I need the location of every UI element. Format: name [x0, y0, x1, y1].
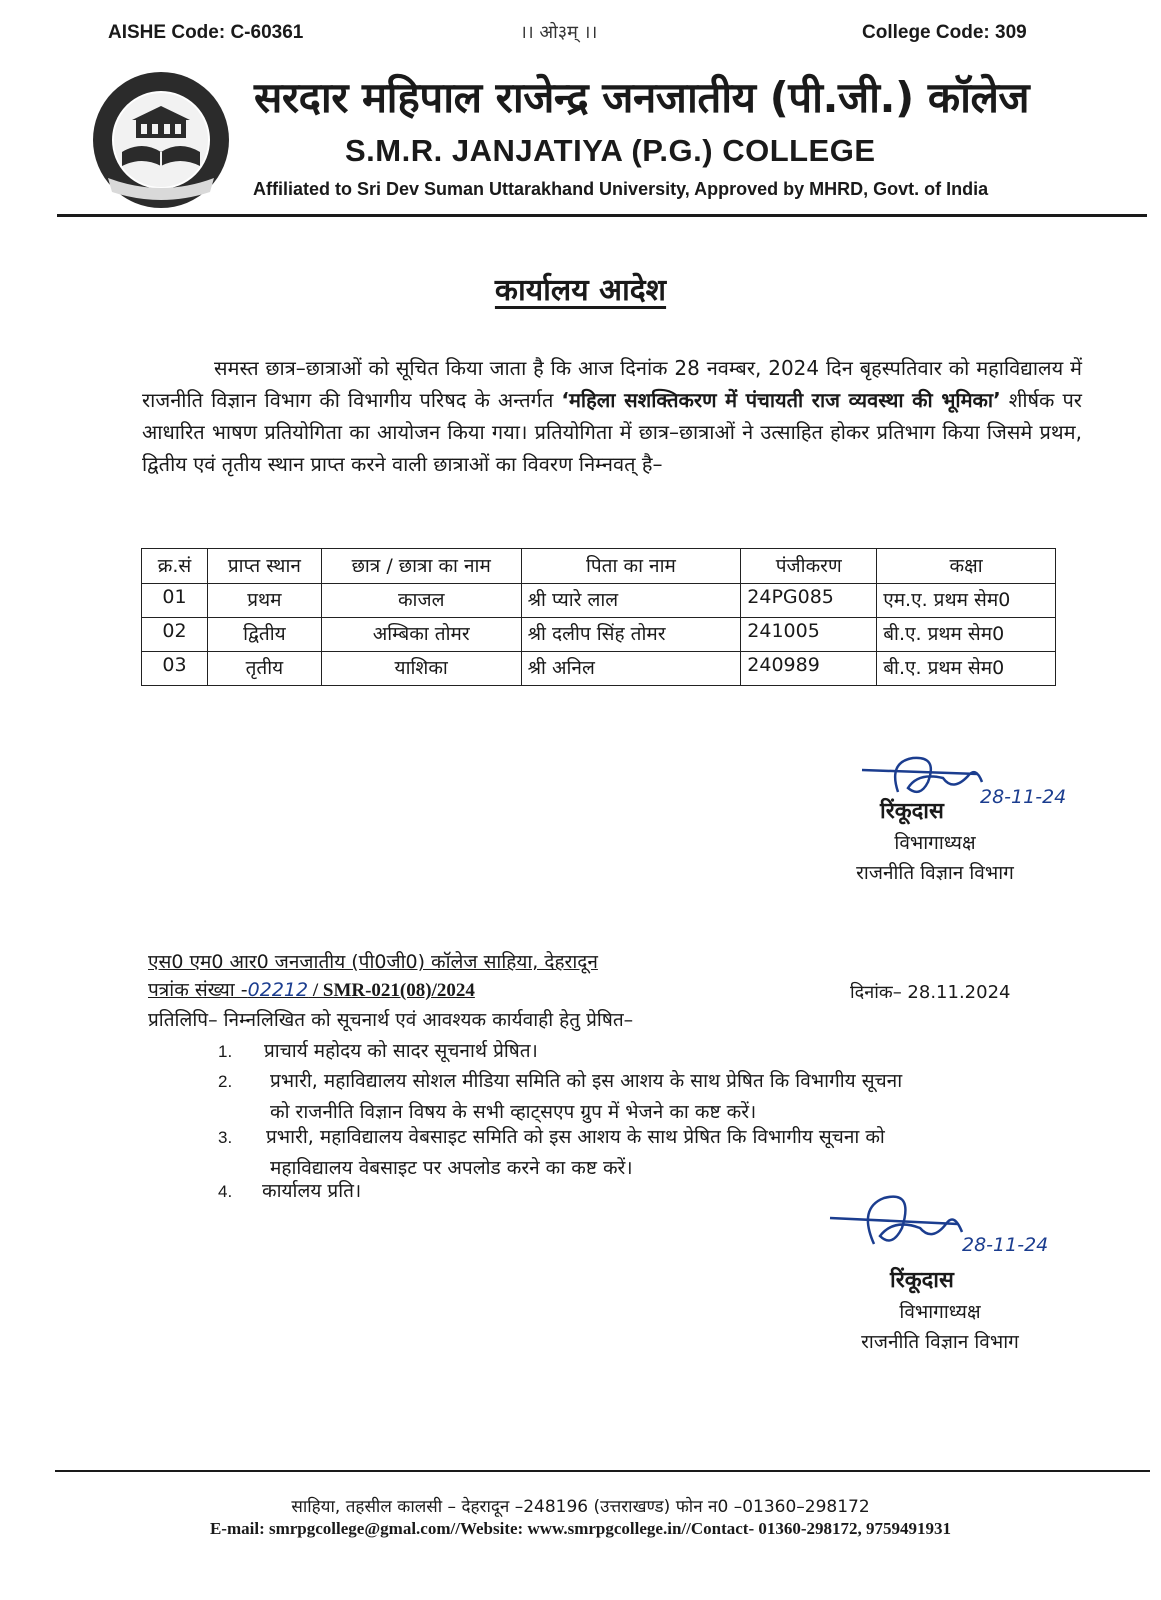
om-invocation: ।। ओ३म् ।।: [520, 22, 598, 43]
list-item-text: प्राचार्य महोदय को सादर सूचनार्थ प्रेषित।: [264, 1040, 538, 1062]
results-table: [141, 548, 1056, 686]
signature-scribble-2: [828, 1188, 978, 1258]
document-title-text: कार्यालय आदेश: [494, 273, 667, 308]
cell-serial: 02: [142, 618, 208, 652]
college-code: College Code: 309: [862, 22, 1027, 43]
reference-date: दिनांक– 28.11.2024: [850, 982, 1011, 1003]
reference-label: पत्रांक संख्या -: [148, 979, 248, 1001]
list-item-number: 2.: [218, 1072, 233, 1091]
list-item-text: प्रभारी, महाविद्यालय वेबसाइट समिति को इस आशय के साथ प्रेषित कि विभागीय सूचना को: [266, 1126, 885, 1148]
signatory-name: रिंकूदास: [890, 1268, 954, 1293]
signatory-department: राजनीति विज्ञान विभाग: [856, 862, 1014, 884]
body-paragraph: [142, 352, 1082, 480]
body-text-part2: शीर्षक पर आधारित भाषण प्रतियोगिता का आयोजन किया गया। प्रतियोगिता में छात्र–छात्राओं ने उत्साहित होकर प्रतिभाग किया जिसमे प्रथम, द्वितीय एवं तृतीय स्थान प्राप्त करने वाली छात्राओं का विवरण निम्नवत् है–: [142, 388, 1082, 476]
cell-student-name: याशिका: [321, 652, 521, 686]
aishe-code: AISHE Code: C-60361: [108, 22, 304, 43]
col-header-father-name: पिता का नाम: [521, 549, 741, 584]
cell-student-name: काजल: [321, 584, 521, 618]
college-name-english: S.M.R. JANJATIYA (P.G.) COLLEGE: [345, 133, 876, 168]
signature-date-2: 28-11-24: [962, 1234, 1049, 1256]
cell-class: बी.ए. प्रथम सेम0: [877, 618, 1056, 652]
table-row: [142, 652, 1056, 686]
cell-registration: 240989: [741, 652, 877, 686]
signatory-designation: विभागाध्यक्ष: [899, 1301, 981, 1323]
list-item-text: प्रभारी, महाविद्यालय सोशल मीडिया समिति को इस आशय के साथ प्रेषित कि विभागीय सूचना: [270, 1070, 903, 1092]
list-item-number: 3.: [218, 1128, 233, 1147]
footer-divider: [55, 1470, 1150, 1472]
table-row: [142, 618, 1056, 652]
list-item-number: 4.: [218, 1182, 233, 1201]
list-item: [218, 1122, 1098, 1184]
header-divider: [57, 214, 1147, 217]
list-item-number: 1.: [218, 1042, 233, 1061]
cell-class: बी.ए. प्रथम सेम0: [877, 652, 1056, 686]
cell-student-name: अम्बिका तोमर: [321, 618, 521, 652]
list-item: [218, 1036, 1098, 1067]
list-item-text-cont: महाविद्यालय वेबसाइट पर अपलोड करने का कष्ट करें।: [270, 1157, 633, 1179]
col-header-position: प्राप्त स्थान: [207, 549, 321, 584]
signatory-department: राजनीति विज्ञान विभाग: [861, 1331, 1019, 1353]
col-header-student-name: छात्र / छात्रा का नाम: [321, 549, 521, 584]
signatory-designation: विभागाध्यक्ष: [894, 832, 976, 854]
cell-position: प्रथम: [207, 584, 321, 618]
signature-block-1: [840, 795, 1030, 885]
list-item-text: कार्यालय प्रति।: [262, 1180, 362, 1202]
cell-serial: 03: [142, 652, 208, 686]
affiliation-line: Affiliated to Sri Dev Suman Uttarakhand University, Approved by MHRD, Govt. of India: [253, 179, 989, 199]
signatory-name: रिंकूदास: [880, 799, 944, 824]
cell-registration: 24PG085: [741, 584, 877, 618]
list-item: [218, 1066, 1098, 1128]
reference-code: / SMR-021(08)/2024: [308, 980, 475, 1001]
cell-class: एम.ए. प्रथम सेम0: [877, 584, 1056, 618]
col-header-class: कक्षा: [877, 549, 1056, 584]
footer-address: साहिया, तहसील कालसी – देहरादून –248196 (उत्तराखण्ड) फोन न0 –01360–298172: [291, 1497, 870, 1517]
cell-father-name: श्री प्यारे लाल: [521, 584, 741, 618]
reference-number: [148, 976, 475, 1002]
signature-block-2: [840, 1264, 1040, 1354]
signature-date-1: 28-11-24: [980, 786, 1067, 808]
copy-to-intro: प्रतिलिपि– निम्नलिखित को सूचनार्थ एवं आवश्यक कार्यवाही हेतु प्रेषित–: [148, 1009, 634, 1031]
cell-position: द्वितीय: [207, 618, 321, 652]
body-text-part1: समस्त छात्र–छात्राओं को सूचित किया जाता है कि आज दिनांक 28 नवम्बर, 2024 दिन बृहस्पतिवार को महाविद्यालय में राजनीति विज्ञान विभाग की विभागीय परिषद के अन्तर्गत: [142, 356, 1082, 412]
cell-registration: 241005: [741, 618, 877, 652]
document-title: [0, 268, 1161, 309]
footer-contact: E-mail: smrpgcollege@gmal.com//Website: www.smrpgcollege.in//Contact- 01360-298172, 9759491931: [209, 1519, 952, 1538]
col-header-registration: पंजीकरण: [741, 549, 877, 584]
list-item-text-cont: को राजनीति विज्ञान विषय के सभी व्हाट्सएप ग्रुप में भेजने का कष्ट करें।: [270, 1101, 757, 1123]
issuing-college-line: एस0 एम0 आर0 जनजातीय (पी0जी0) कॉलेज साहिया, देहरादून: [148, 951, 598, 973]
cell-father-name: श्री दलीप सिंह तोमर: [521, 618, 741, 652]
reference-handwritten-number: 02212: [247, 979, 309, 1001]
table-header-row: [142, 549, 1056, 584]
college-name-hindi: सरदार महिपाल राजेन्द्र जनजातीय (पी.जी.) कॉलेज: [254, 73, 1030, 122]
body-text-topic: ‘महिला सशक्तिकरण में पंचायती राज व्यवस्था की भूमिका’: [561, 388, 1001, 412]
college-logo: [70, 70, 252, 210]
col-header-serial: क्र.सं: [142, 549, 208, 584]
cell-father-name: श्री अनिल: [521, 652, 741, 686]
cell-serial: 01: [142, 584, 208, 618]
cell-position: तृतीय: [207, 652, 321, 686]
table-row: [142, 584, 1056, 618]
